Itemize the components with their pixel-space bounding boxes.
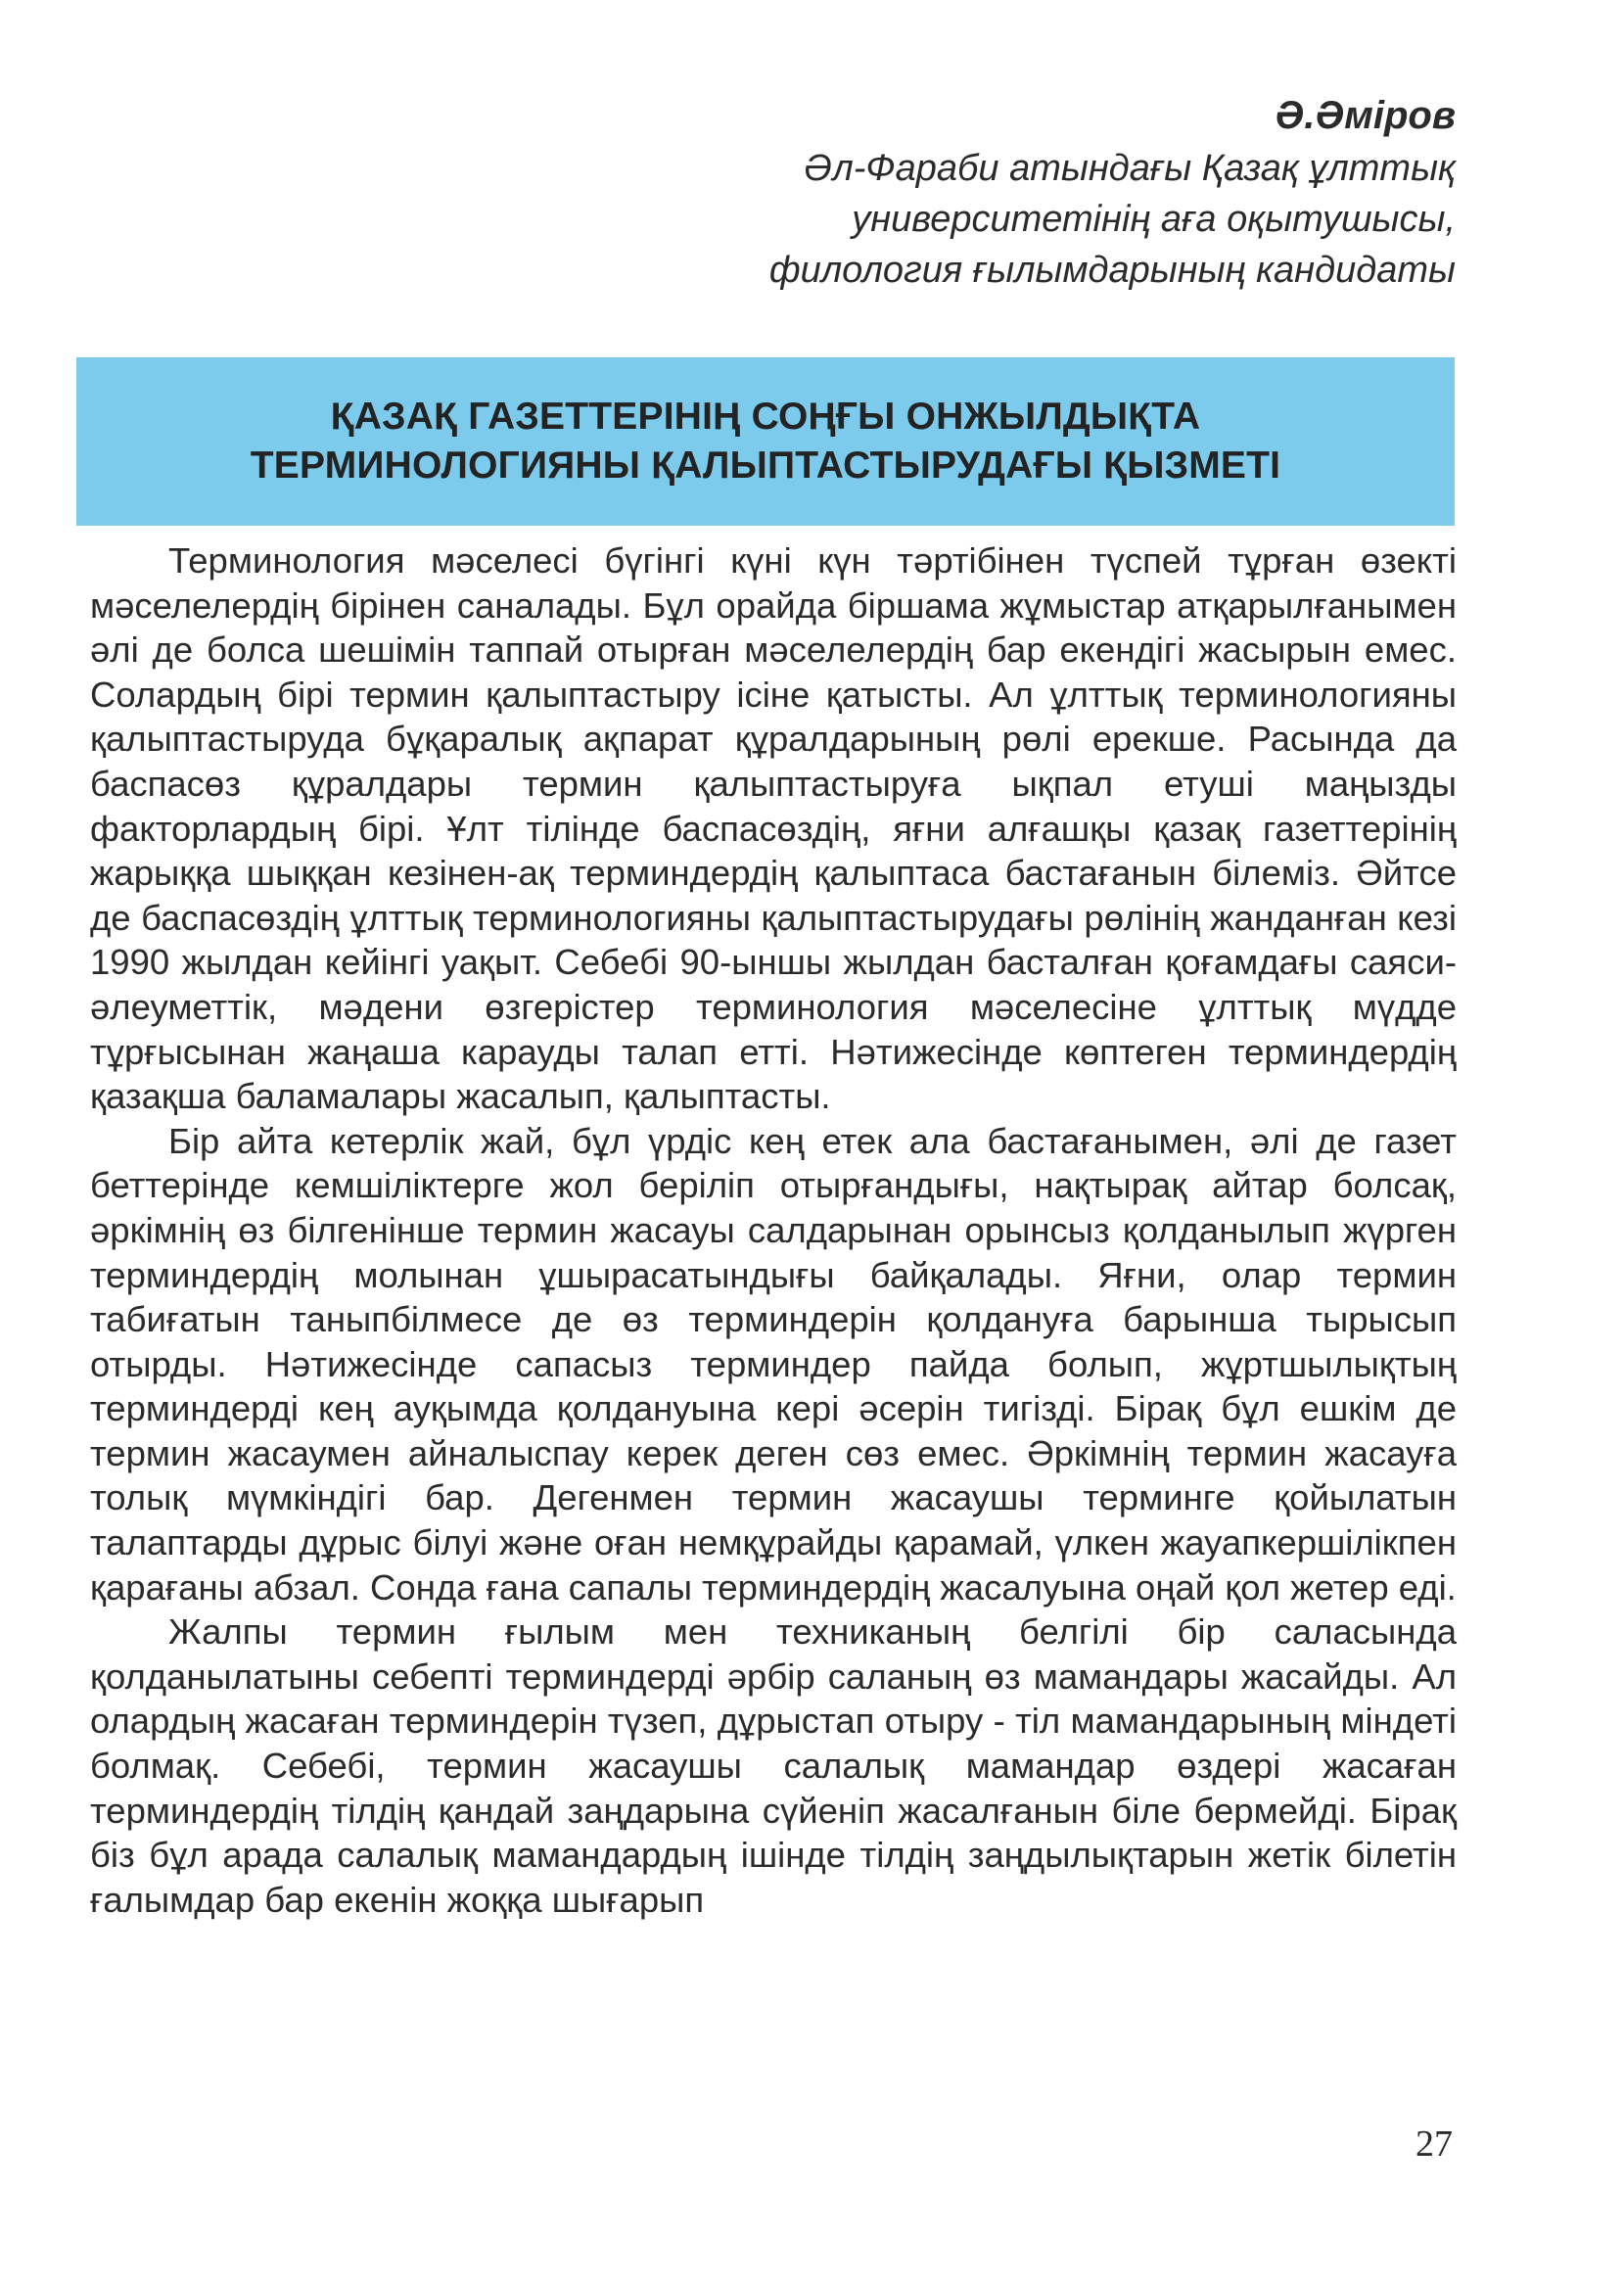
author-affiliation-line: Әл-Фараби атындағы Қазақ ұлттық [803,148,1456,189]
article-title-line-1: ҚАЗАҚ ГАЗЕТТЕРІНІҢ СОҢҒЫ ОНЖЫЛДЫҚТА [330,396,1201,438]
body-paragraph: Терминология мәселесі бүгінгі күні күн тәртібінен түспей тұрған өзекті мәселелердің бірінен саналады. Бұл орайда біршама жұмыстар атқарылғанымен әлі де болса шешімін таппай отырған мәселелердің бар екендігі жасырын емес. Солардың бірі термин қалыптастыру ісіне қатысты. Ал ұлттық терминологияны қалыптастыруда бұқаралық ақпарат құралдарының рөлі ерекше. Расында да баспасөз құралдары термин қалыптастыруға ықпал етуші маңызды факторлардың бірі. Ұлт тілінде баспасөздің, яғни алғашқы қазақ газеттерінің жарыққа шыққан кезінен-ақ терминдердің қалыптаса бастағанын білеміз. Әйтсе де баспасөздің ұлттық терминологияны қалыптастырудағы рөлінің жанданған кезі 1990 жылдан кейінгі уақыт. Себебі 90-ыншы жылдан басталған қоғамдағы саяси-әлеуметтік, мәдени өзгерістер терминология мәселесіне ұлттық мүдде тұрғысынан жаңаша карауды талап етті. Нәтижесінде көптеген терминдердің қазақша баламалары жасалып, қалыптасты. [90,540,1457,1117]
page-number: 27 [1415,2123,1453,2165]
author-affiliation-line: филология ғылымдарының кандидаты [768,250,1456,291]
body-paragraph: Бір айта кетерлік жай, бұл үрдіс кең етек ала бастағанымен, әлі де газет беттерінде кемшіліктерге жол беріліп отырғандығы, нақтырақ айтар болсақ, әркімнің өз білгенінше термин жасауы салдарынан орынсыз қолданылып жүрген терминдердің молынан ұшырасатындығы байқалады. Яғни, олар термин табиғатын таныпбілмесе де өз терминдерін қолдануға барынша тырысып отырды. Нәтижесінде сапасыз терминдер пайда болып, жұртшылықтың терминдерді кең ауқымда қолдануына кері әсерін тигізді. Бірақ бұл ешкім де термин жасаумен айналыспау керек деген сөз емес. Әркімнің термин жасауға толық мүмкіндігі бар. Дегенмен термин жасаушы терминге қойылатын талаптарды дұрыс білуі және оған немқұрайды қарамай, үлкен жауапкершілікпен қарағаны абзал. Сонда ғана сапалы терминдердің жасалуына оңай қол жетер еді. [90,1120,1457,1608]
article-body [90,538,1457,1922]
author-name: Ә.Әміров [1275,94,1456,137]
body-paragraph: Жалпы термин ғылым мен техниканың белгілі бір саласында қолданылатыны себепті терминдерді әрбір саланың өз мамандары жасайды. Ал олардың жасаған терминдерін түзеп, дұрыстап отыру - тіл мамандарының міндеті болмақ. Себебі, термин жасаушы салалық мамандар өздері жасаған терминдердің тілдің қандай заңдарына сүйеніп жасалғанын біле бермейді. Бірақ біз бұл арада салалық мамандардың ішінде тілдің заңдылықтарын жетік білетін ғалымдар бар екенін жоққа шығарып [90,1611,1457,1920]
author-affiliation-line: университетінің аға оқытушысы, [852,199,1456,240]
author-block [575,90,1456,296]
article-title-banner [76,357,1455,526]
article-title-line-2: ТЕРМИНОЛОГИЯНЫ ҚАЛЫПТАСТЫРУДАҒЫ ҚЫЗМЕТІ [250,444,1281,487]
